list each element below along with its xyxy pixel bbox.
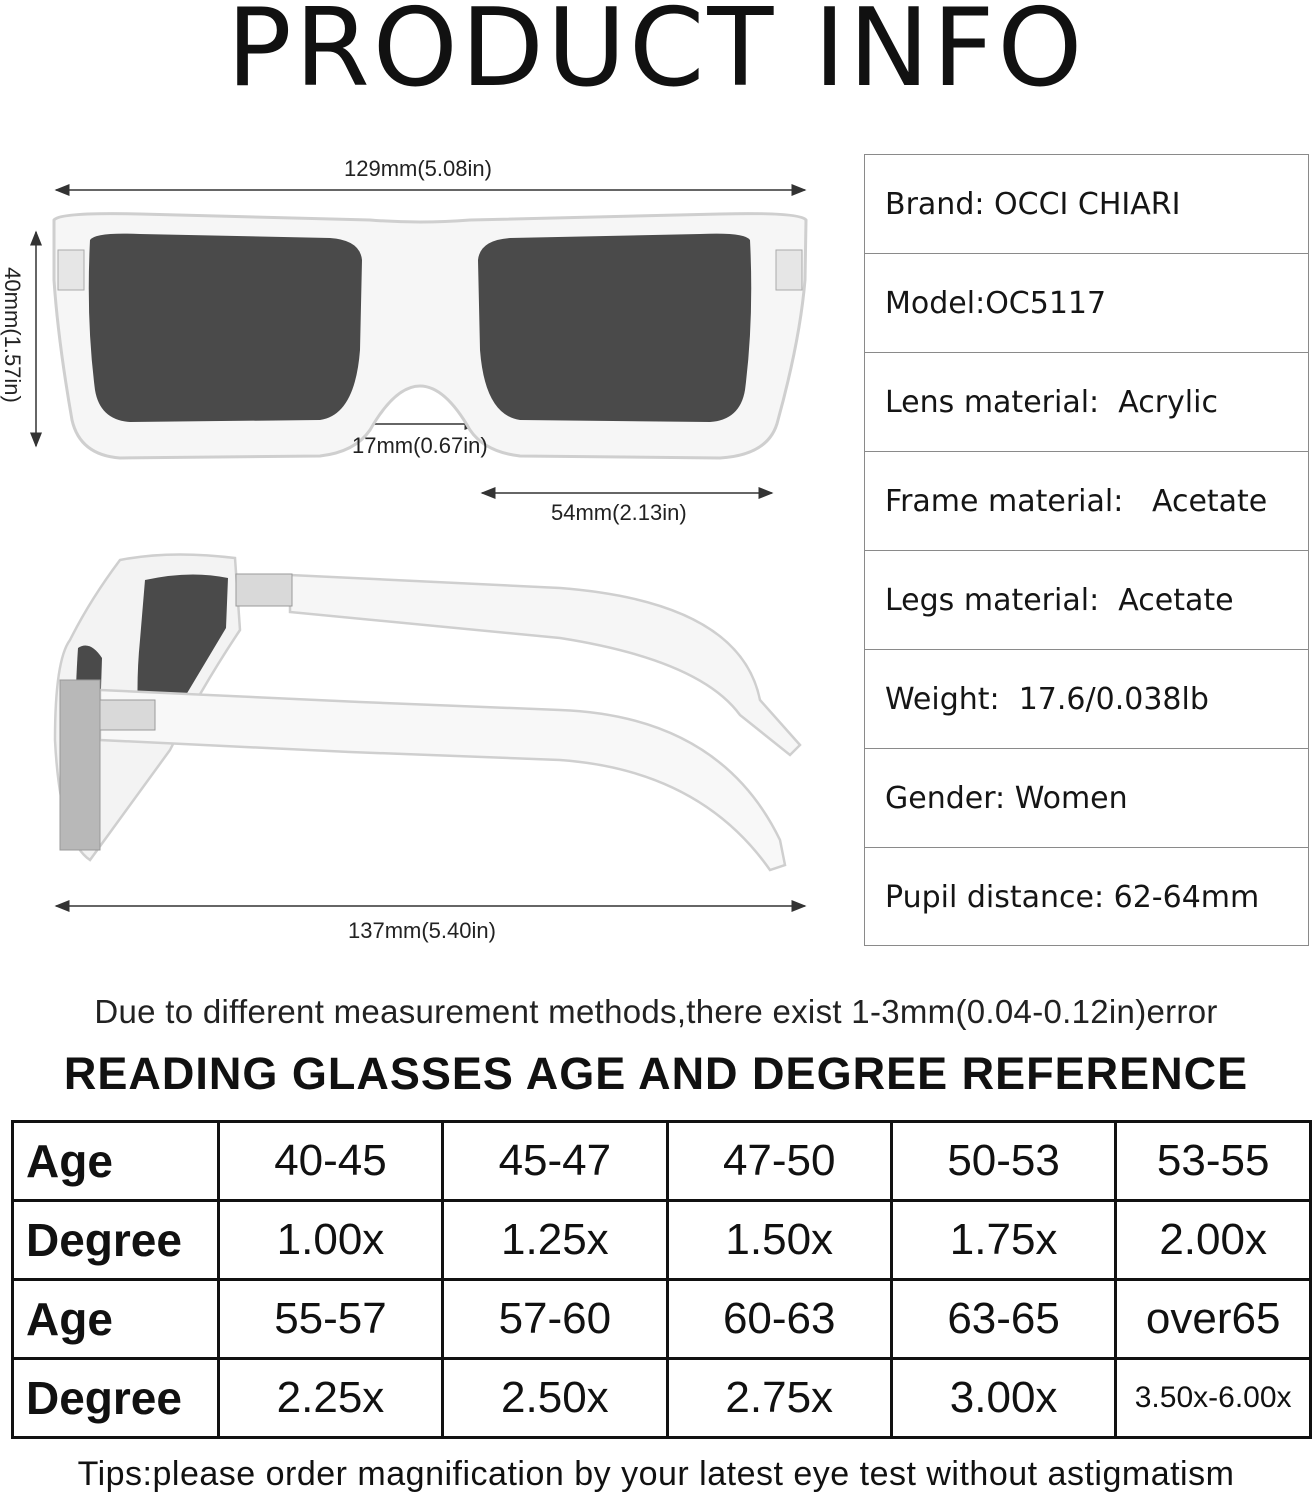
side-hinge <box>236 574 292 606</box>
lens-width-label: 54mm(2.13in) <box>551 500 687 525</box>
front-view-diagram <box>0 150 840 530</box>
table-cell: 50-53 <box>891 1122 1115 1201</box>
table-cell: 40-45 <box>218 1122 442 1201</box>
spec-value: Acetate <box>1118 582 1234 618</box>
spec-row-lens-material <box>865 353 1308 452</box>
table-cell: 3.50x-6.00x <box>1116 1359 1311 1438</box>
spec-label: Brand: <box>885 186 985 222</box>
temple-length-label: 137mm(5.40in) <box>348 918 496 943</box>
row-header: Age <box>13 1122 219 1201</box>
table-cell: 2.25x <box>218 1359 442 1438</box>
measurement-disclaimer: Due to different measurement methods,there exist 1-3mm(0.04-0.12in)error <box>94 993 1218 1030</box>
spec-value: 62-64mm <box>1113 880 1260 915</box>
metal-ornament <box>100 700 155 730</box>
table-cell: 63-65 <box>891 1280 1115 1359</box>
row-header: Degree <box>13 1201 219 1280</box>
left-hinge <box>58 250 84 290</box>
right-hinge <box>776 250 802 290</box>
table-cell: 2.75x <box>667 1359 891 1438</box>
spec-row-model <box>865 254 1308 353</box>
spec-row-gender <box>865 749 1308 848</box>
table-row <box>13 1280 1311 1359</box>
spec-row-pupil-distance <box>865 848 1308 947</box>
spec-value: 17.6/0.038lb <box>1018 681 1209 717</box>
reference-heading: READING GLASSES AGE AND DEGREE REFERENCE <box>63 1048 1249 1099</box>
table-cell: 2.50x <box>443 1359 667 1438</box>
spec-row-brand <box>865 155 1308 254</box>
spec-label: Gender: <box>885 780 1006 816</box>
spec-value: Acetate <box>1151 483 1268 519</box>
table-cell: 47-50 <box>667 1122 891 1201</box>
table-cell: 1.50x <box>667 1201 891 1280</box>
spec-label: Legs material: <box>885 582 1100 618</box>
right-lens <box>478 234 751 422</box>
row-header: Age <box>13 1280 219 1359</box>
spec-value: OC5117 <box>985 285 1107 321</box>
table-cell: 1.75x <box>891 1201 1115 1280</box>
tips-text: Tips:please order magnification by your latest eye test without astigmatism <box>77 1455 1235 1493</box>
spec-label: Model: <box>885 285 986 321</box>
spec-value: OCCI CHIARI <box>994 186 1181 222</box>
side-view-diagram <box>0 540 840 950</box>
lens-height-label: 40mm(1.57in) <box>0 267 25 403</box>
spec-value: Women <box>1014 780 1128 816</box>
bridge-label: 17mm(0.67in) <box>352 433 488 458</box>
row-header: Degree <box>13 1359 219 1438</box>
degree-reference-table <box>11 1120 1312 1439</box>
table-cell: 60-63 <box>667 1280 891 1359</box>
spec-label: Weight: <box>885 681 1000 717</box>
spec-row-weight <box>865 650 1308 749</box>
table-cell: 1.25x <box>443 1201 667 1280</box>
table-cell: 3.00x <box>891 1359 1115 1438</box>
spec-row-frame-material <box>865 452 1308 551</box>
spec-table <box>864 154 1309 946</box>
table-row <box>13 1201 1311 1280</box>
glitter-accent <box>60 680 100 850</box>
page-title: PRODUCT INFO <box>226 0 1086 111</box>
table-cell: 45-47 <box>443 1122 667 1201</box>
front-temple <box>100 690 785 870</box>
table-cell: 53-55 <box>1116 1122 1311 1201</box>
spec-value: Acrylic <box>1118 384 1218 420</box>
table-cell: 55-57 <box>218 1280 442 1359</box>
table-row <box>13 1122 1311 1201</box>
spec-label: Pupil distance: <box>885 880 1105 915</box>
total-width-label: 129mm(5.08in) <box>344 156 492 181</box>
table-row <box>13 1359 1311 1438</box>
table-cell: 57-60 <box>443 1280 667 1359</box>
table-cell: 1.00x <box>218 1201 442 1280</box>
left-lens <box>89 234 362 422</box>
spec-label: Lens material: <box>885 384 1100 420</box>
table-cell: over65 <box>1116 1280 1311 1359</box>
spec-row-legs-material <box>865 551 1308 650</box>
spec-label: Frame material: <box>885 483 1124 519</box>
table-cell: 2.00x <box>1116 1201 1311 1280</box>
